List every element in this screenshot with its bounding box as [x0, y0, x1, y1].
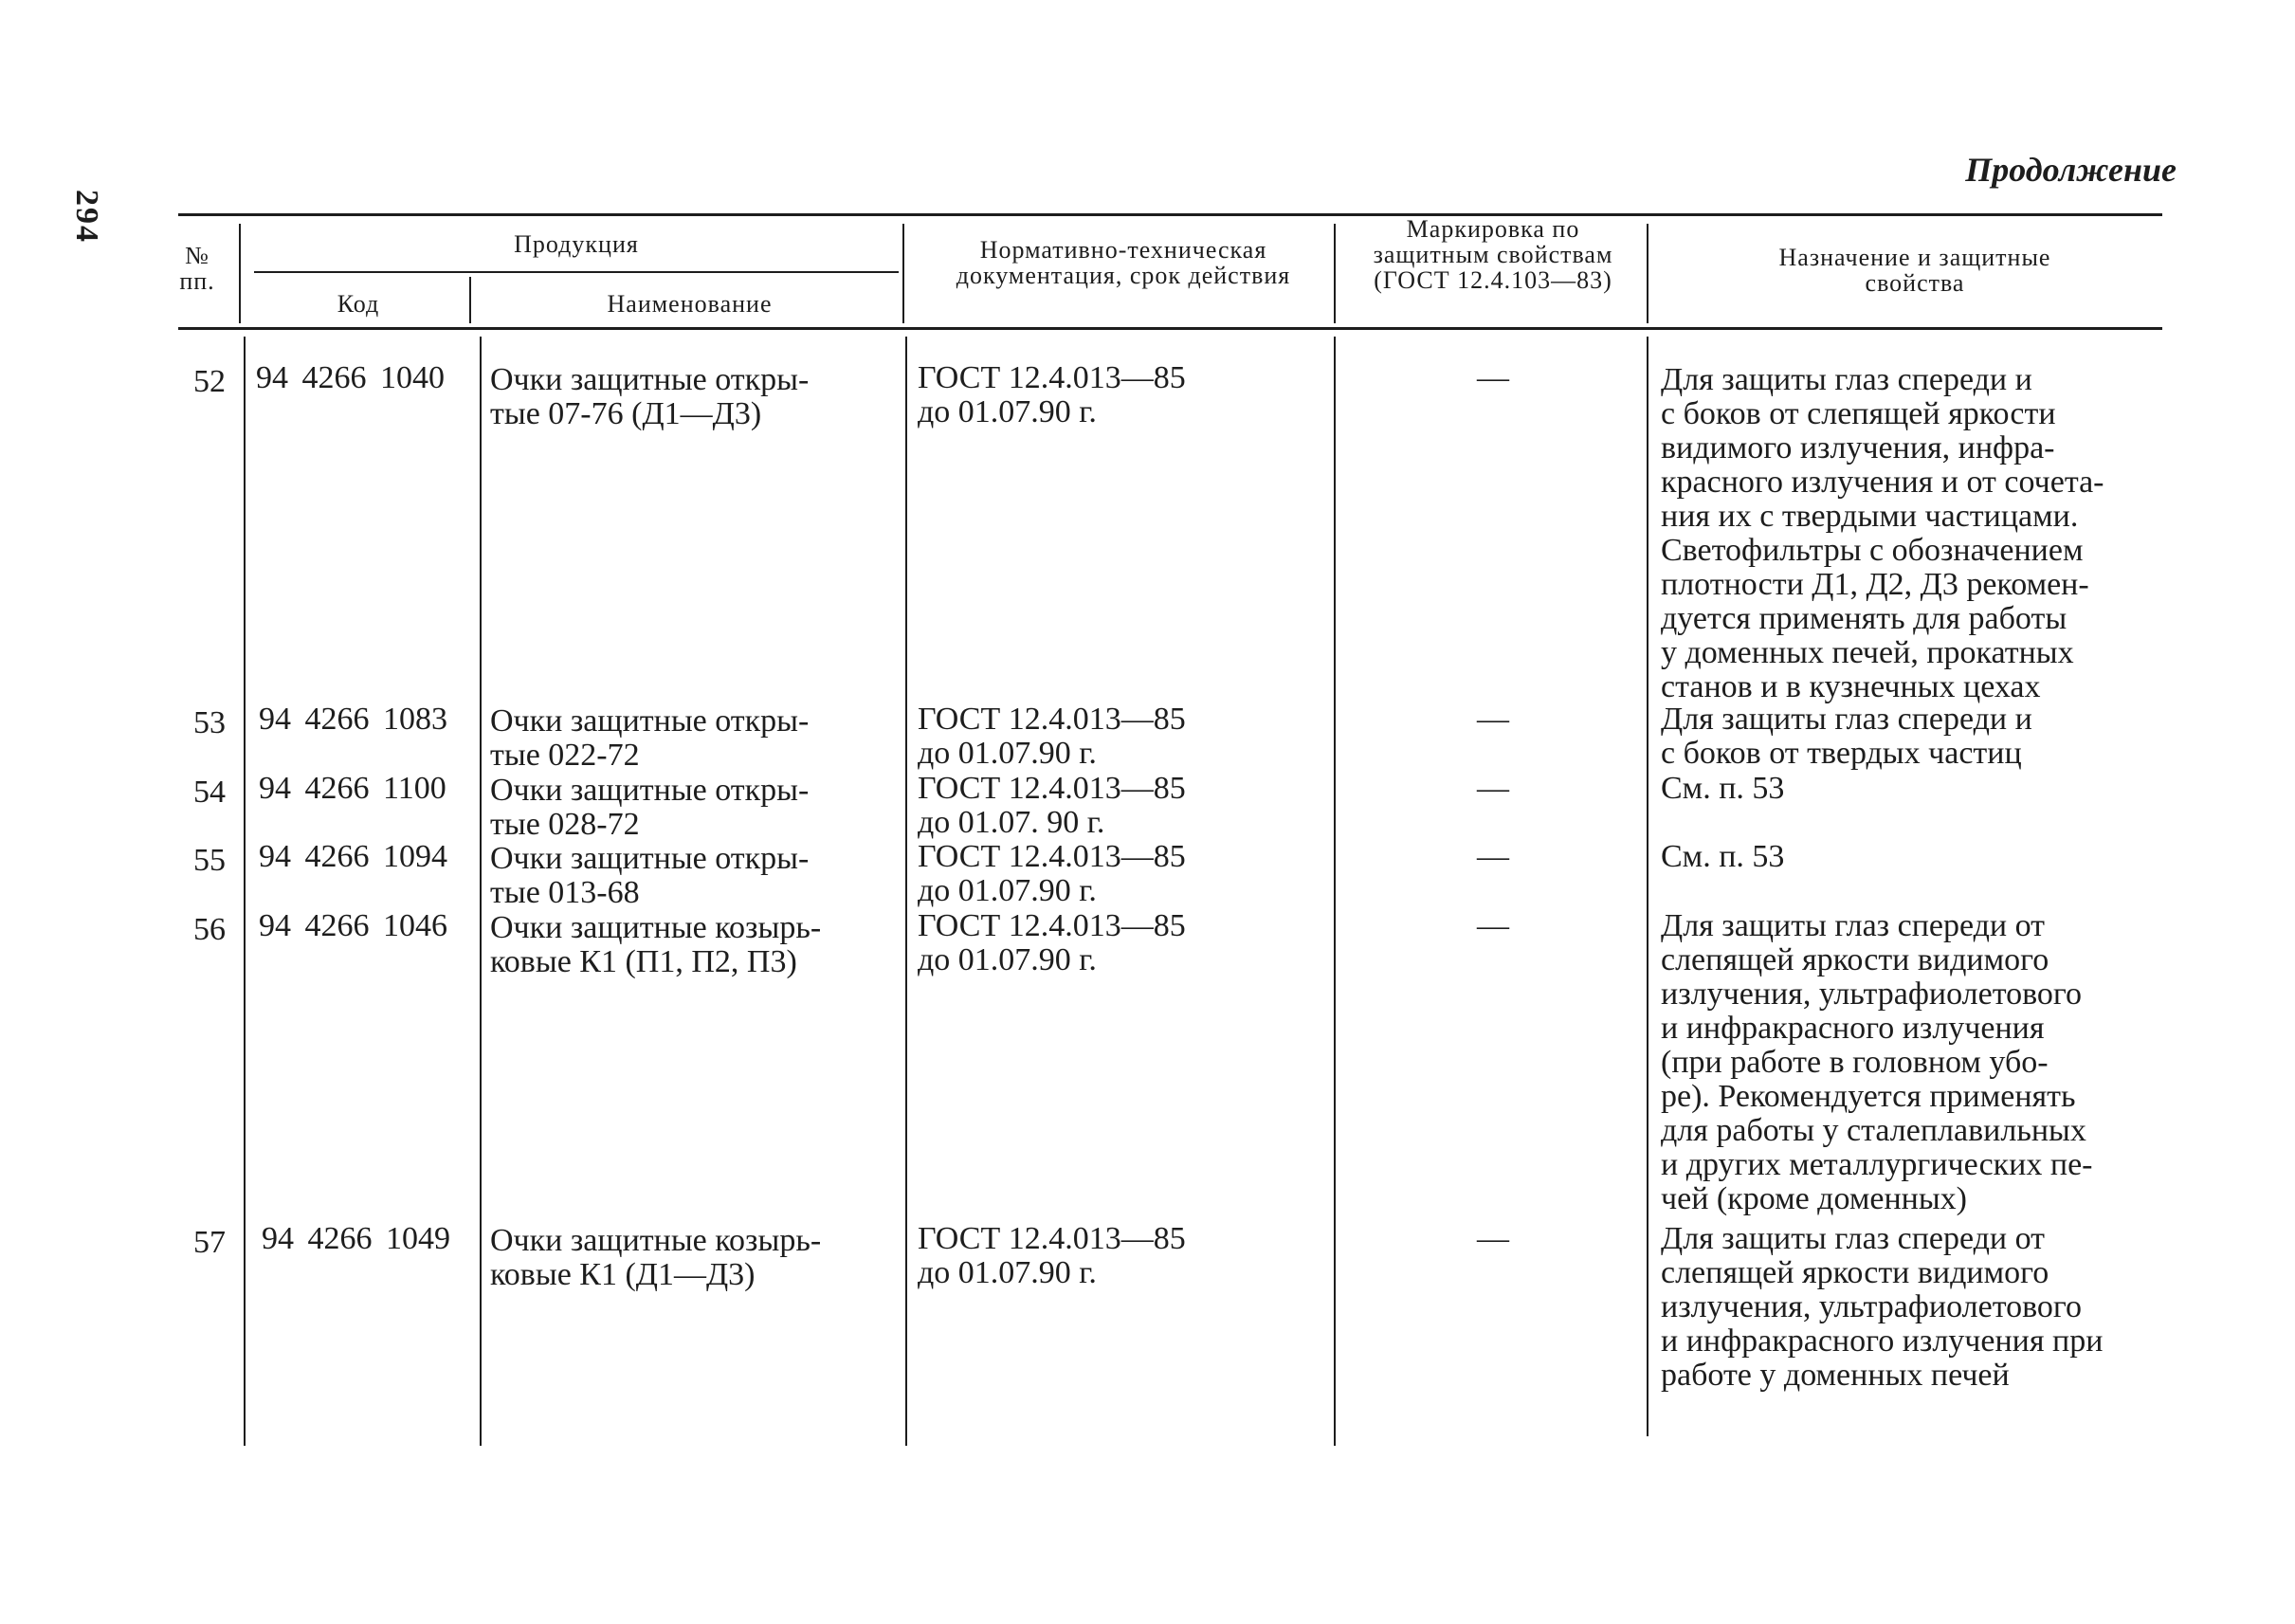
- body-separator-number: [244, 337, 246, 1446]
- product-subheader-rule: [254, 271, 899, 273]
- row-52-number: 52: [193, 364, 226, 399]
- row-52-marking: —: [1477, 360, 1509, 395]
- row-56-purpose: Для защиты глаз спереди от слепящей яркости видимого излучения, ультрафиолетового и инфракрасного излучения (при работе в головном убо- ре). Рекомендуется применять для работы у сталеплавильных и других металлургических пе- чей (кроме доменных): [1661, 908, 2093, 1216]
- row-57-name: Очки защитные козырь- ковые К1 (Д1—Д3): [490, 1223, 822, 1292]
- row-54-code: 94 4266 1100: [259, 771, 446, 806]
- continuation-label: Продолжение: [1965, 151, 2177, 189]
- row-57-number: 57: [193, 1225, 226, 1260]
- row-55-marking: —: [1477, 839, 1509, 874]
- row-57-marking: —: [1477, 1221, 1509, 1256]
- row-57-code: 94 4266 1049: [262, 1221, 450, 1256]
- row-54-name: Очки защитные откры- тые 028-72: [490, 773, 810, 842]
- header-separator-marking: [1647, 224, 1648, 323]
- row-54-number: 54: [193, 775, 226, 810]
- row-53-documentation: ГОСТ 12.4.013—85 до 01.07.90 г.: [918, 702, 1186, 771]
- row-54-purpose: См. п. 53: [1661, 771, 1785, 806]
- header-number: № пп.: [179, 242, 215, 295]
- row-56-marking: —: [1477, 908, 1509, 943]
- row-56-name: Очки защитные козырь- ковые К1 (П1, П2, П3): [490, 910, 822, 979]
- row-53-code: 94 4266 1083: [259, 702, 447, 737]
- row-52-name: Очки защитные откры- тые 07-76 (Д1—Д3): [490, 362, 810, 431]
- row-57-purpose: Для защиты глаз спереди от слепящей яркости видимого излучения, ультрафиолетового и инфракрасного излучения при работе у доменных печей: [1661, 1221, 2104, 1393]
- row-52-code: 94 4266 1040: [256, 360, 445, 395]
- header-separator-documentation: [1334, 224, 1336, 323]
- header-separator-code: [469, 277, 471, 323]
- table-top-rule: [178, 213, 2162, 216]
- row-53-number: 53: [193, 705, 226, 740]
- body-separator-marking: [1647, 337, 1648, 1436]
- header-separator-product: [902, 224, 904, 323]
- row-54-documentation: ГОСТ 12.4.013—85 до 01.07. 90 г.: [918, 771, 1186, 840]
- row-53-purpose: Для защиты глаз спереди и с боков от твердых частиц: [1661, 702, 2032, 771]
- table-header-bottom-rule: [178, 327, 2162, 330]
- row-56-code: 94 4266 1046: [259, 908, 447, 943]
- row-52-purpose: Для защиты глаз спереди и с боков от слепящей яркости видимого излучения, инфра- красного излучения и от сочета- ния их с твердыми частицами. Светофильтры с обозначением плотности Д1, Д2, Д3 рекомен- дуется применять для работы у доменных печей, прокатных станов и в кузнечных цехах: [1661, 362, 2104, 704]
- row-52-documentation: ГОСТ 12.4.013—85 до 01.07.90 г.: [918, 360, 1186, 429]
- row-55-documentation: ГОСТ 12.4.013—85 до 01.07.90 г.: [918, 839, 1186, 908]
- header-marking: Маркировка по защитным свойствам (ГОСТ 12.4.103—83): [1373, 215, 1613, 294]
- row-54-marking: —: [1477, 771, 1509, 806]
- row-53-marking: —: [1477, 702, 1509, 737]
- header-documentation: Нормативно-техническая документация, срок действия: [956, 236, 1291, 289]
- row-56-number: 56: [193, 912, 226, 947]
- row-55-purpose: См. п. 53: [1661, 839, 1785, 874]
- row-55-code: 94 4266 1094: [259, 839, 447, 874]
- row-53-name: Очки защитные откры- тые 022-72: [490, 703, 810, 773]
- header-product: Продукция: [514, 230, 639, 258]
- row-55-name: Очки защитные откры- тые 013-68: [490, 841, 810, 910]
- row-57-documentation: ГОСТ 12.4.013—85 до 01.07.90 г.: [918, 1221, 1186, 1290]
- body-separator-documentation: [1334, 337, 1336, 1446]
- header-code: Код: [337, 290, 380, 318]
- row-56-documentation: ГОСТ 12.4.013—85 до 01.07.90 г.: [918, 908, 1186, 977]
- header-separator-number: [239, 224, 241, 323]
- page-number: 294: [69, 190, 104, 244]
- row-55-number: 55: [193, 843, 226, 878]
- body-separator-name: [905, 337, 907, 1446]
- header-purpose: Назначение и защитные свойства: [1778, 244, 2051, 297]
- body-separator-code: [480, 337, 482, 1446]
- header-name: Наименование: [607, 290, 773, 318]
